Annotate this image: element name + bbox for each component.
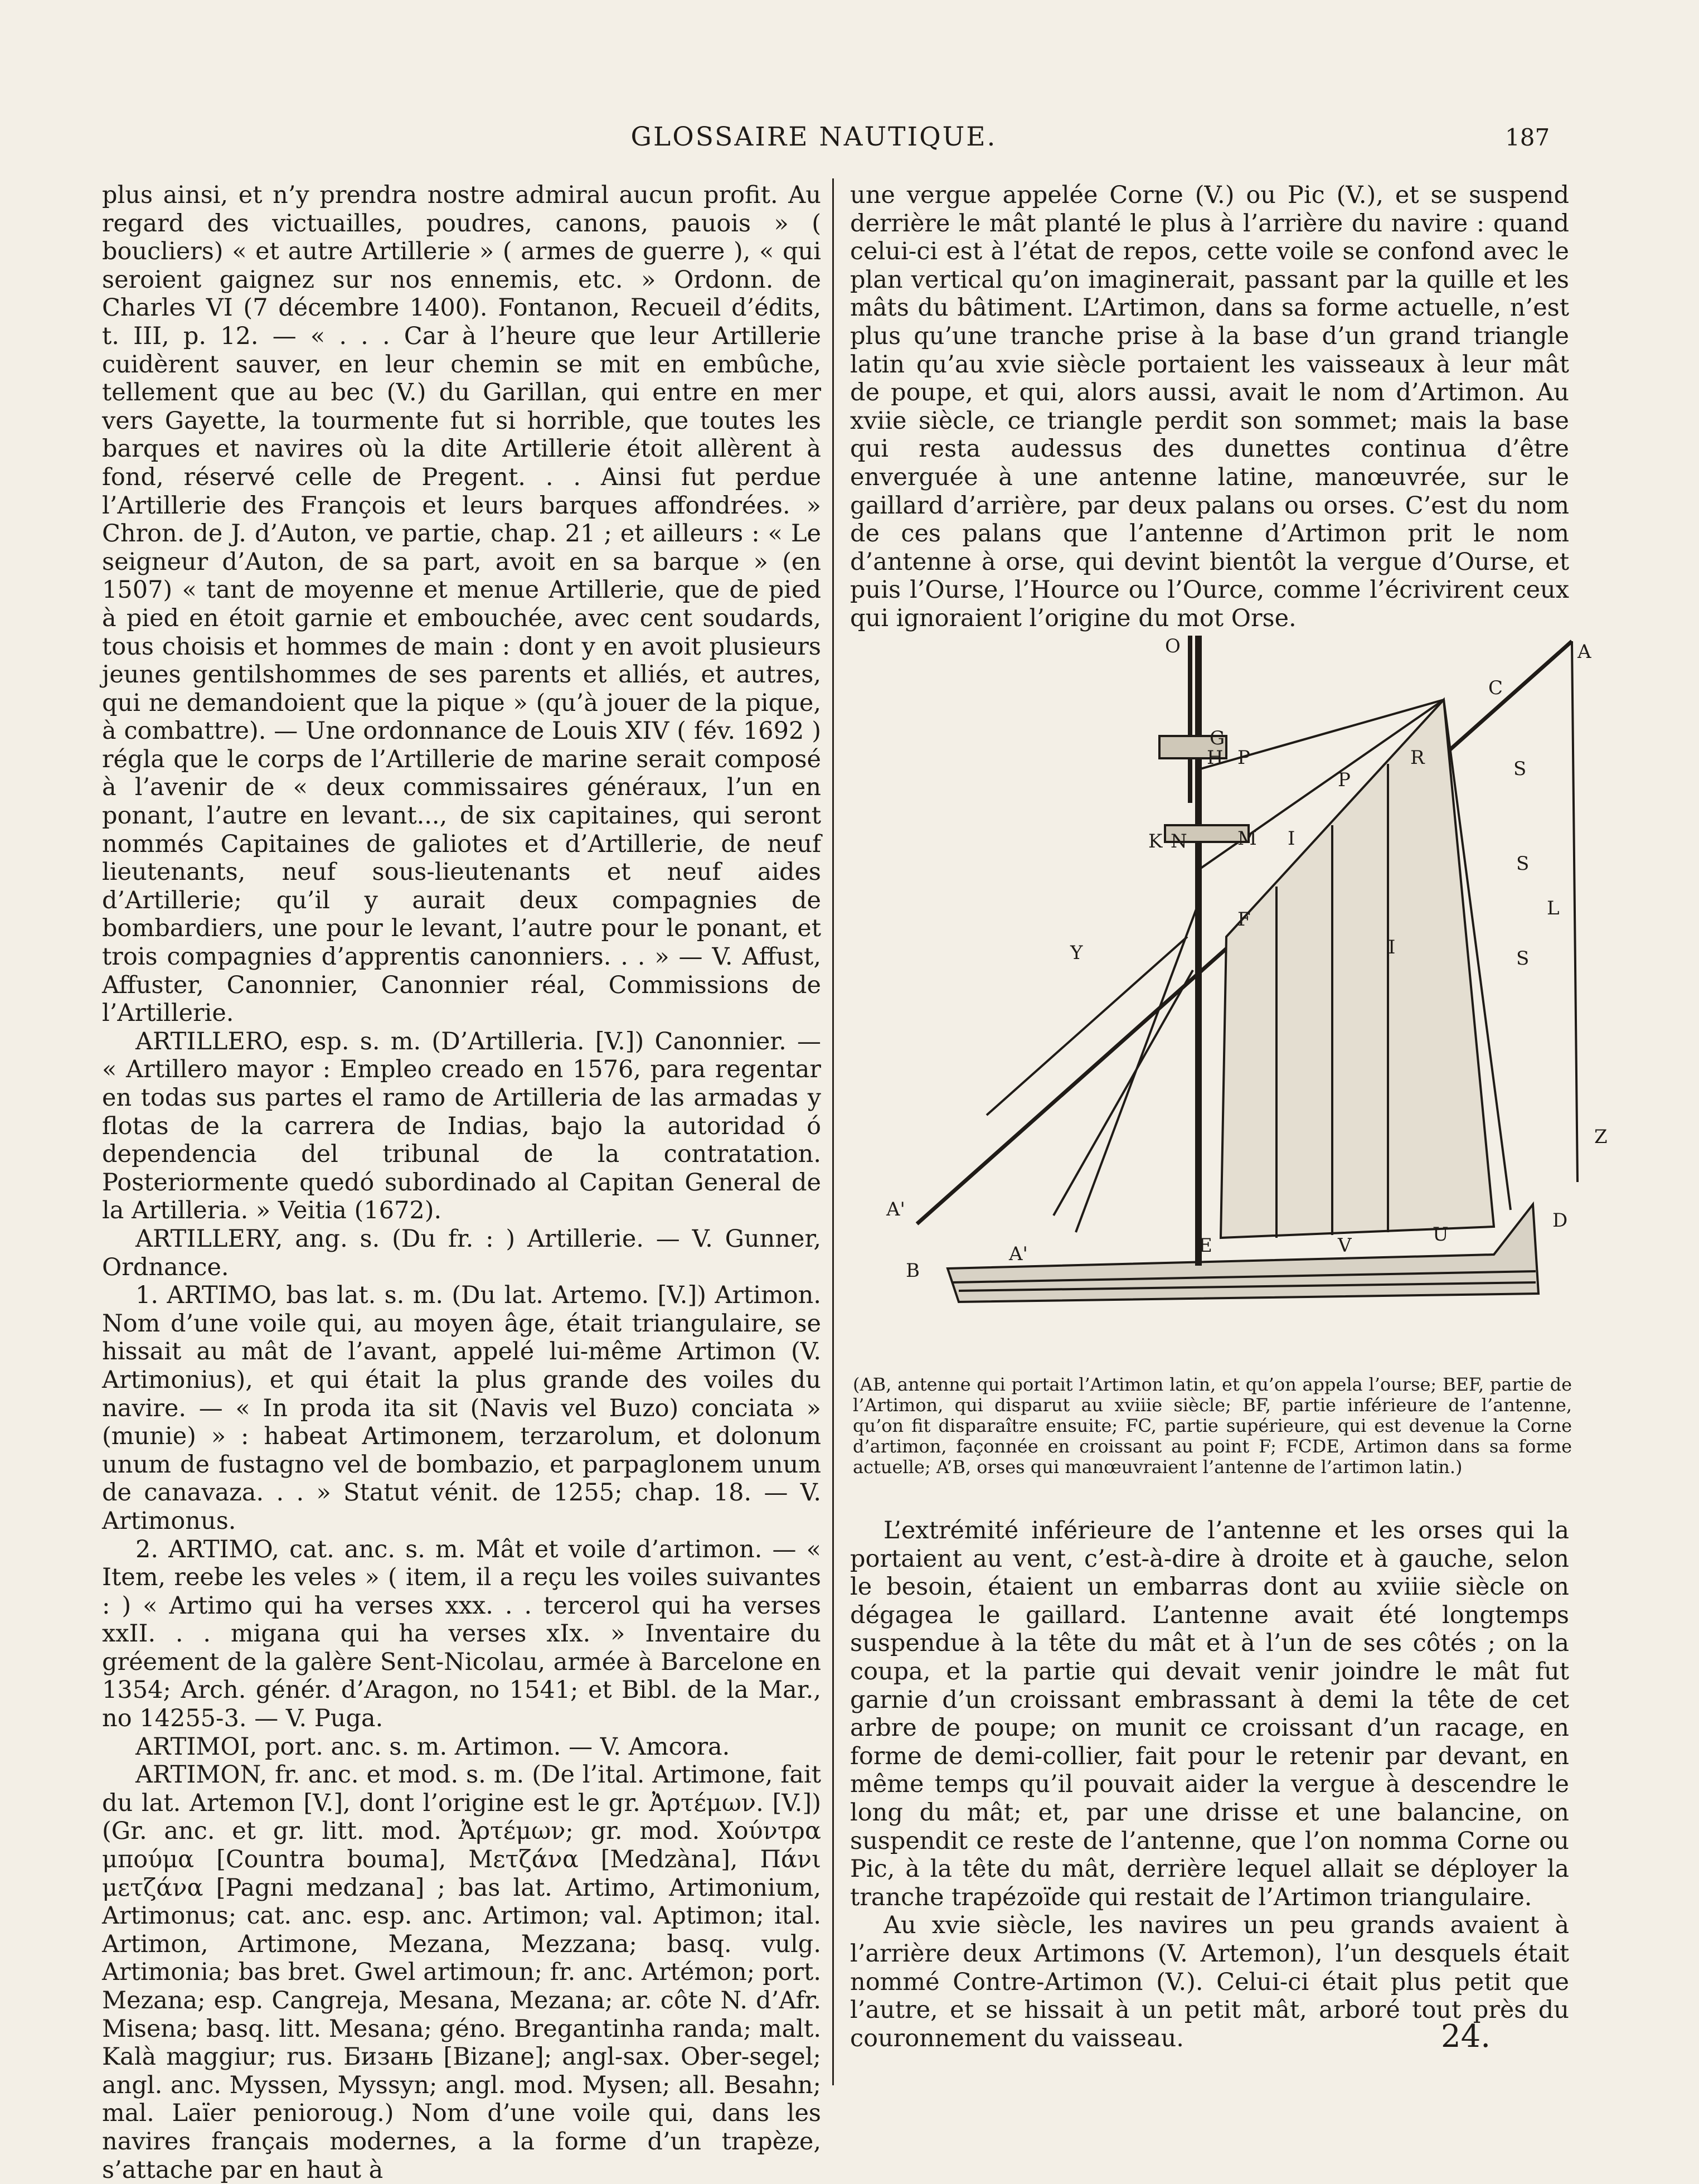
paragraph: L’extrémité inférieure de l’antenne et les orses qui la portaient au vent, c’est-à-dire à droite et à gauche, selon le besoin, étaient un embarras dont au xviiie siècle on dégagea le gaillard. L’antenne avait été longtemps suspendue à la tête du mât et à l’un de ses côtés ; on la coupa, et la partie qui devait venir joindre le mât fut garnie d’un croissant embrassant à demi la tête de cet arbre de poupe; on munit ce croissant d’un racage, en forme de demi-collier, fait pour le retenir par devant, en même temps qu’il pouvait aider la vergue à descendre le long du mât; et, par une drisse et une balancine, on suspendit ce reste de l’antenne, que l’on nomma Corne ou Pic, à la tête du mât, derrière lequel allait se déployer la tranche trapézoïde qui restait de l’Artimon triangulaire. <box>850 1517 1569 1911</box>
label-s: S <box>1513 758 1527 780</box>
mizzen-sail <box>1221 700 1494 1238</box>
ship-illustration <box>853 624 1608 1372</box>
ship-engraving <box>853 624 1608 1372</box>
rigging <box>1054 970 1193 1216</box>
signature-mark: 24. <box>1441 2018 1491 2055</box>
label-b: B <box>906 1260 920 1282</box>
entry-artimon: ARTIMON, fr. anc. et mod. s. m. (De l’ital. Artimone, fait du lat. Artemon [V.], dont l’origine est le gr. Ἀρτέμων. [V.]) (Gr. anc. et gr. litt. mod. Ἀρτέμων; gr. mod. Χούντρα μπούμα [Countra bouma], Μετζάνα [Medzàna], Πάνι μετζάνα [Pagni medzana] ; bas lat. Artimo, Artimonium, Artimonus; cat. anc. esp. anc. Artimon; val. Aptimon; ital. Artimon, Artimone, Mezana, Mezzana; basq. vulg. Artimonia; bas bret. Gwel artimoun; fr. anc. Artémon; port. Mezana; esp. Cangreja, Mesana, Mezana; ar. côte N. d’Afr. Misena; basq. litt. Mesana; géno. Bregantinha randa; malt. Kalà maggiur; rus. Бизань [Bizane]; angl-sax. Ober-segel; angl. anc. Myssen, Myssyn; angl. mod. Mysen; all. Besahn; mal. Laïer penioroug.) Nom d’une voile qui, dans les navires français modernes, a la forme d’un trapèze, s’attache par en haut à <box>102 1761 821 2184</box>
right-column-bottom <box>850 1517 1569 2052</box>
label-a: A <box>1577 641 1591 663</box>
label-g: G <box>1210 727 1225 749</box>
label-a-prime: A' <box>886 1198 905 1221</box>
label-p: P <box>1237 747 1250 769</box>
label-s: S <box>1516 947 1530 970</box>
entry-artimo-1: 1. ARTIMO, bas lat. s. m. (Du lat. Artemo. [V.]) Artimon. Nom d’une voile qui, au moyen âge, était triangulaire, se hissait au mât de l’avant, appelé lui-même Artimon (V. Artimonius), et qui était la plus grande des voiles du navire. — « In proda ita sit (Navis vel Buzo) conciata » (munie) » : habeat Artimonem, terzarolum, et dolonum unum de fustagno vel de bombazio, et parpaglonem unum de canavaza. . . » Statut vénit. de 1255; chap. 18. — V. Artimonus. <box>102 1281 821 1535</box>
label-l: L <box>1547 897 1560 919</box>
rigging <box>1572 641 1577 1182</box>
label-k: K <box>1148 830 1163 853</box>
column-divider <box>832 178 834 2085</box>
label-f: F <box>1237 908 1251 931</box>
label-o: O <box>1165 635 1181 657</box>
entry-artillero: ARTILLERO, esp. s. m. (D’Artilleria. [V.]) Canonnier. — « Artillero mayor : Empleo creado en 1576, para regentar en todas sus partes el ramo de Artilleria de las armadas y flotas de la carrera de Indias, bajo la autoridad ó dependencia del tribunal de la contratation. Posteriormente quedó subordinado al Capitan General de la Artilleria. » Veitia (1672). <box>102 1027 821 1225</box>
label-i: I <box>1388 936 1396 958</box>
label-n: N <box>1171 830 1187 853</box>
rigging <box>987 937 1187 1115</box>
label-y: Y <box>1070 942 1083 964</box>
label-v: V <box>1338 1234 1352 1257</box>
label-p: P <box>1338 769 1351 791</box>
left-column <box>102 181 821 2184</box>
running-head <box>0 122 1699 161</box>
label-r: R <box>1410 747 1425 769</box>
paragraph: Au xvie siècle, les navires un peu grands avaient à l’arrière deux Artimons (V. Artemon), l’un desquels était nommé Contre-Artimon (V.). Celui-ci était plus petit que l’autre, et se hissait à un petit mât, arboré tout près du couronnement du vaisseau. <box>850 1911 1569 2052</box>
label-d: D <box>1552 1209 1568 1232</box>
label-a-prime: A' <box>1009 1243 1028 1265</box>
label-e: E <box>1198 1234 1212 1257</box>
page-number: 187 <box>1505 124 1550 151</box>
figure-caption: (AB, antenne qui portait l’Artimon latin, et qu’on appela l’ourse; BEF, partie de l’Artimon, qui disparut au xviiie siècle; BF, partie inférieure de l’antenne, qu’on fit disparaître ensuite; FC, partie supérieure, qui est devenue la Corne d’artimon, façonnée en croissant au point F; FCDE, Artimon dans sa forme actuelle; A’B, orses qui manœuvraient l’antenne de l’artimon latin.) <box>853 1374 1572 1478</box>
paragraph: plus ainsi, et n’y prendra nostre admiral aucun profit. Au regard des victuailles, poudres, canons, pauois » ( boucliers) « et autre Artillerie » ( armes de guerre ), « qui seroient gaignez sur nos ennemis, etc. » Ordonn. de Charles VI (7 décembre 1400). Fontanon, Recueil d’édits, t. III, p. 12. — « . . . Car à l’heure que leur Artillerie cuidèrent sauver, en leur chemin se mit en embûche, tellement que au bec (V.) du Garillan, qui entre en mer vers Gayette, la tourmente fut si horrible, que toutes les barques et navires où la dite Artillerie étoit allèrent à fond, réservé celle de Pregent. . . Ainsi fut perdue l’Artillerie des François et leurs barques affondrées. » Chron. de J. d’Auton, ve partie, chap. 21 ; et ailleurs : « Le seigneur d’Auton, de sa part, avoit en sa barque » (en 1507) « tant de moyenne et menue Artillerie, que de pied à pied en étoit garnie et embouchée, avec cent soudards, tous choisis et hommes de main : dont y en avoit plusieurs jeunes gentilshommes de ses parents et alliés, et autres, qui ne demandoient que la pique » (qu’à jouer de la pique, à combattre). — Une ordonnance de Louis XIV ( fév. 1692 ) régla que le corps de l’Artillerie de marine serait composé à l’avenir de « deux commissaires généraux, l’un en ponant, l’autre en levant..., de six capitaines, qui seront nommés Capitaines de galiotes et d’Artillerie, de neuf lieutenants, neuf sous-lieutenants et neuf aides d’Artillerie; qu’il y aurait deux compagnies de bombardiers, une pour le levant, l’autre pour le ponant, et trois compagnies d’apprentis canonniers. . . » — V. Affust, Affuster, Canonnier, Canonnier réal, Commissions de l’Artillerie. <box>102 181 821 1028</box>
label-i: I <box>1288 827 1295 850</box>
right-column-top <box>850 181 1569 633</box>
label-c: C <box>1488 677 1503 699</box>
entry-artimoi: ARTIMOI, port. anc. s. m. Artimon. — V. Amcora. <box>135 1732 730 1761</box>
label-s: S <box>1516 853 1530 875</box>
paragraph: une vergue appelée Corne (V.) ou Pic (V.), et se suspend derrière le mât planté le plus à l’arrière du navire : quand celui-ci est à l’état de repos, cette voile se confond avec le plan vertical qu’on imaginerait, passant par la quille et les mâts du bâtiment. L’Artimon, dans sa forme actuelle, n’est plus qu’une tranche prise à la base d’un grand triangle latin qu’au xvie siècle portaient les vaisseaux à leur mât de poupe, et qui, alors aussi, avait le nom d’Artimon. Au xviie siècle, ce triangle perdit son sommet; mais la base qui resta audessus des dunettes continua d’être enverguée à une antenne latine, manœuvrée, sur le gaillard d’arrière, par deux palans ou orses. C’est du nom de ces palans que l’antenne d’Artimon prit le nom d’antenne à orse, qui devint bientôt la vergue d’Ourse, et puis l’Ourse, l’Hource ou l’Ource, comme l’écrivirent ceux qui ignoraient l’origine du mot Orse. <box>850 181 1569 632</box>
label-m: M <box>1237 827 1257 850</box>
page-title: GLOSSAIRE NAUTIQUE. <box>630 122 997 152</box>
label-u: U <box>1433 1223 1449 1246</box>
label-z: Z <box>1594 1126 1608 1148</box>
entry-artimo-2: 2. ARTIMO, cat. anc. s. m. Mât et voile d’artimon. — « Item, reebe les veles » ( item, il a reçu les voiles suivantes : ) « Artimo qui ha verses xxx. . . tercerol qui ha verses xxII. . . migana qui ha verses xIx. » Inventaire du gréement de la galère Sent-Nicolau, armée à Barcelone en 1354; Arch. génér. d’Aragon, no 1541; et Bibl. de la Mar., no 14255-3. — V. Puga. <box>102 1535 821 1733</box>
label-h: H <box>1207 747 1224 769</box>
entry-artillery: ARTILLERY, ang. s. (Du fr. : ) Artillerie. — V. Gunner, Ordnance. <box>102 1224 821 1281</box>
